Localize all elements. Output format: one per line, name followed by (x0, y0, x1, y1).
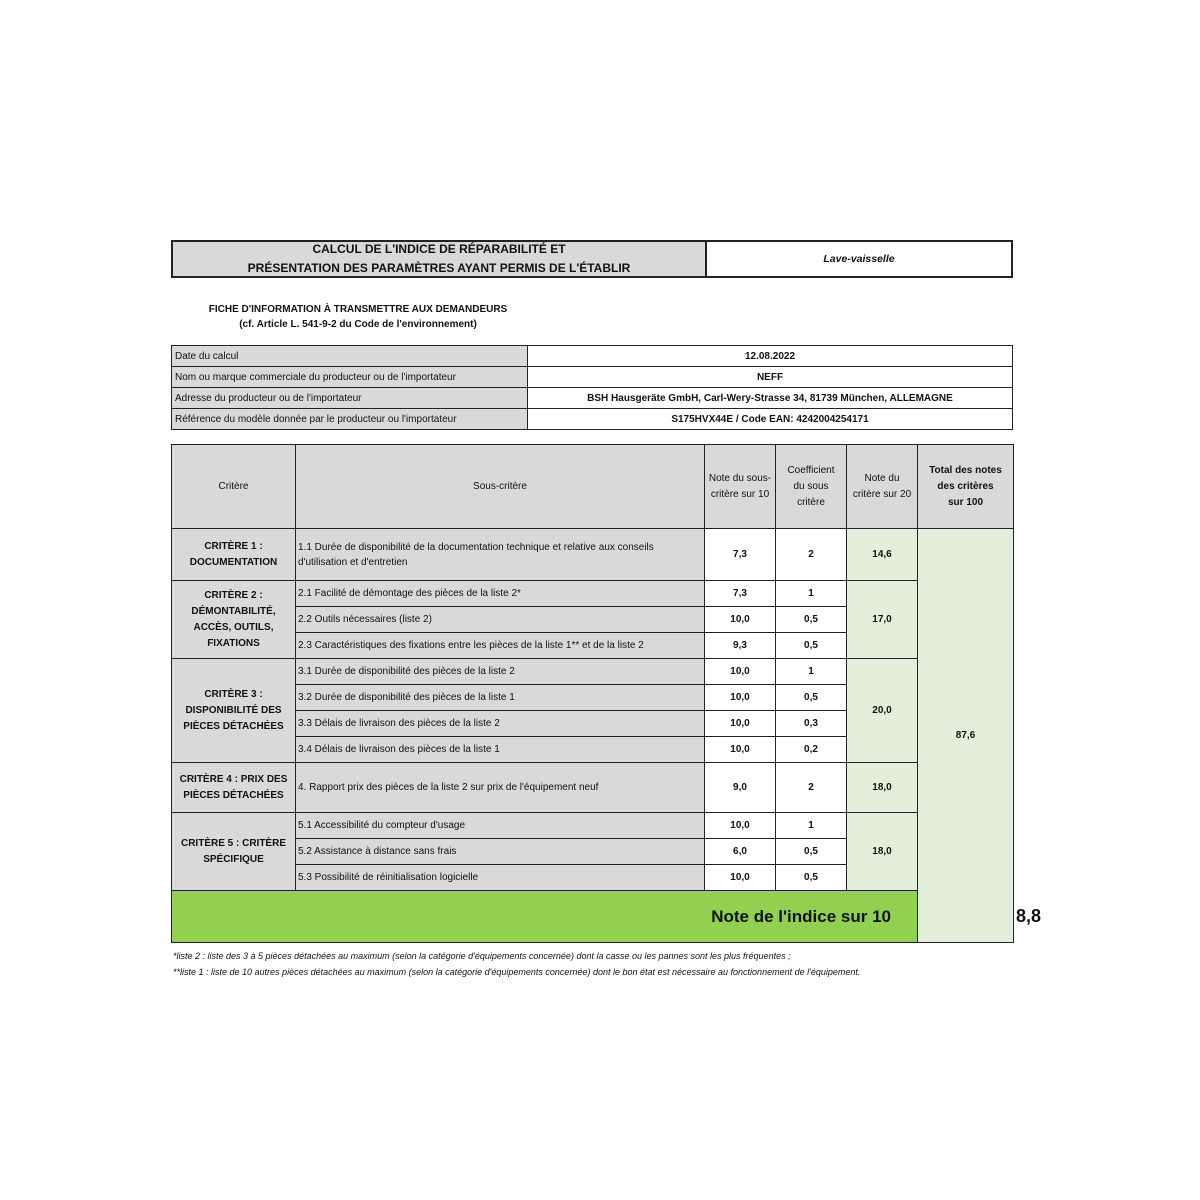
header-line: Note du sous- (708, 472, 772, 484)
header-line: du sous (793, 480, 829, 492)
subcriterion-coef: 0,5 (776, 633, 847, 659)
criterion-line: SPÉCIFIQUE (203, 853, 264, 865)
info-row (172, 409, 1013, 430)
subcriterion-label (296, 529, 705, 581)
subcriterion-note: 10,0 (705, 865, 776, 891)
info-row (172, 367, 1013, 388)
subcriterion-label: 5.3 Possibilité de réinitialisation logicielle (296, 865, 705, 891)
subcriterion-note: 10,0 (705, 813, 776, 839)
product-type: Lave-vaisselle (823, 253, 895, 265)
table-row (172, 763, 1014, 813)
subtitle-line-1: FICHE D'INFORMATION À TRANSMETTRE AUX DEMANDEURS (208, 304, 508, 315)
header-line: critère sur 10 (710, 488, 770, 500)
info-table (171, 345, 1013, 430)
subcriterion-coef: 1 (776, 659, 847, 685)
criterion-4-score: 18,0 (847, 763, 918, 813)
criterion-line: PIÈCES DÉTACHÉES (183, 789, 284, 801)
subcriterion-coef: 1 (776, 581, 847, 607)
footnotes (173, 948, 1073, 980)
header-line: Total des notes (929, 464, 1002, 476)
col-header-note-sous-critere (705, 445, 776, 529)
table-header-row (172, 445, 1014, 529)
title-line-1: CALCUL DE L'INDICE DE RÉPARABILITÉ ET (312, 242, 566, 256)
info-label: Adresse du producteur ou de l'importateur (172, 388, 528, 409)
subcriterion-coef: 1 (776, 813, 847, 839)
info-row (172, 346, 1013, 367)
criterion-line: CRITÈRE 5 : CRITÈRE (180, 837, 286, 849)
criterion-1-score: 14,6 (847, 529, 918, 581)
col-header-coefficient (776, 445, 847, 529)
criterion-2-name (172, 581, 296, 659)
col-header-total (918, 445, 1014, 529)
info-value: BSH Hausgeräte GmbH, Carl-Wery-Strasse 34, 81739 München, ALLEMAGNE (528, 388, 1013, 409)
subcriterion-label: 2.2 Outils nécessaires (liste 2) (296, 607, 705, 633)
scoring-table (171, 444, 1042, 943)
subcriterion-label: 2.1 Facilité de démontage des pièces de la liste 2* (296, 581, 705, 607)
footnote-liste-2: *liste 2 : liste des 3 à 5 pièces détachées au maximum (selon la catégorie d'équipements concernée) dont la casse ou les pannes sont les plus fréquentes ; (173, 951, 791, 961)
subcriterion-coef: 0,5 (776, 685, 847, 711)
subcriterion-line: 1.1 Durée de disponibilité de la documentation technique et relative aux conseils (298, 541, 654, 553)
table-row (172, 813, 1014, 839)
header-line: Note du (864, 472, 900, 484)
document-subtitle (171, 302, 545, 332)
total-score-100: 87,6 (918, 529, 1014, 943)
criterion-line: PIÈCES DÉTACHÉES (183, 720, 284, 732)
criterion-1-name (172, 529, 296, 581)
criterion-line: CRITÈRE 3 : (204, 688, 263, 700)
criterion-line: DÉMONTABILITÉ, (191, 605, 276, 617)
subcriterion-label: 3.1 Durée de disponibilité des pièces de la liste 2 (296, 659, 705, 685)
criterion-line: DOCUMENTATION (189, 556, 278, 568)
document-header (171, 240, 1013, 278)
criterion-line: CRITÈRE 2 : (204, 589, 263, 601)
subcriterion-note: 10,0 (705, 685, 776, 711)
document-title (173, 242, 707, 276)
criterion-line: FIXATIONS (207, 637, 260, 649)
subcriterion-note: 10,0 (705, 711, 776, 737)
table-row (172, 529, 1014, 581)
criterion-3-name (172, 659, 296, 763)
criterion-4-name (172, 763, 296, 813)
header-line: Coefficient (787, 464, 835, 476)
header-line: critère (797, 496, 825, 508)
subcriterion-note: 9,3 (705, 633, 776, 659)
subcriterion-coef: 0,5 (776, 839, 847, 865)
criterion-line: ACCÈS, OUTILS, (193, 621, 274, 633)
info-value: NEFF (528, 367, 1013, 388)
info-label: Date du calcul (172, 346, 528, 367)
subcriterion-note: 6,0 (705, 839, 776, 865)
subcriterion-coef: 2 (776, 763, 847, 813)
subcriterion-label: 5.2 Assistance à distance sans frais (296, 839, 705, 865)
info-row (172, 388, 1013, 409)
subcriterion-note: 7,3 (705, 529, 776, 581)
subcriterion-coef: 0,5 (776, 865, 847, 891)
subcriterion-label: 4. Rapport prix des pièces de la liste 2 sur prix de l'équipement neuf (296, 763, 705, 813)
col-header-critere: Critère (172, 445, 296, 529)
subcriterion-label: 3.3 Délais de livraison des pièces de la liste 2 (296, 711, 705, 737)
criterion-5-name (172, 813, 296, 891)
subcriterion-label: 3.4 Délais de livraison des pièces de la liste 1 (296, 737, 705, 763)
subcriterion-line: d'utilisation et d'entretien (298, 556, 408, 568)
table-row (172, 581, 1014, 607)
info-label: Référence du modèle donnée par le producteur ou l'importateur (172, 409, 528, 430)
header-line: critère sur 20 (852, 488, 912, 500)
index-row: Note de l'indice sur 10 8,8 (172, 891, 1014, 943)
criterion-line: CRITÈRE 1 : (204, 540, 263, 552)
subcriterion-label: 2.3 Caractéristiques des fixations entre les pièces de la liste 1** et de la liste 2 (296, 633, 705, 659)
subcriterion-label: 3.2 Durée de disponibilité des pièces de la liste 1 (296, 685, 705, 711)
subcriterion-note: 10,0 (705, 659, 776, 685)
subcriterion-coef: 0,3 (776, 711, 847, 737)
subcriterion-label: 5.1 Accessibilité du compteur d'usage (296, 813, 705, 839)
subcriterion-note: 7,3 (705, 581, 776, 607)
header-line: des critères (937, 480, 994, 492)
info-label: Nom ou marque commerciale du producteur ou de l'importateur (172, 367, 528, 388)
criterion-3-score: 20,0 (847, 659, 918, 763)
subcriterion-note: 10,0 (705, 737, 776, 763)
col-header-sous-critere: Sous-critère (296, 445, 705, 529)
subcriterion-note: 10,0 (705, 607, 776, 633)
subtitle-line-2: (cf. Article L. 541-9-2 du Code de l'environnement) (239, 319, 477, 330)
title-line-2: PRÉSENTATION DES PARAMÈTRES AYANT PERMIS DE L'ÉTABLIR (247, 261, 631, 275)
info-value: S175HVX44E / Code EAN: 4242004254171 (528, 409, 1013, 430)
criterion-2-score: 17,0 (847, 581, 918, 659)
table-row (172, 659, 1014, 685)
criterion-line: CRITÈRE 4 : PRIX DES (179, 773, 288, 785)
criterion-5-score: 18,0 (847, 813, 918, 891)
col-header-note-critere (847, 445, 918, 529)
header-line: sur 100 (947, 496, 984, 508)
index-label: Note de l'indice sur 10 (172, 891, 918, 943)
info-value: 12.08.2022 (528, 346, 1013, 367)
subcriterion-coef: 2 (776, 529, 847, 581)
subcriterion-coef: 0,5 (776, 607, 847, 633)
subcriterion-coef: 0,2 (776, 737, 847, 763)
criterion-line: DISPONIBILITÉ DES (185, 704, 282, 716)
footnote-liste-1: **liste 1 : liste de 10 autres pièces détachées au maximum (selon la catégorie d'équipements concernée) dont le bon état est nécessaire au fonctionnement de l'équipement. (173, 967, 861, 977)
subcriterion-note: 9,0 (705, 763, 776, 813)
